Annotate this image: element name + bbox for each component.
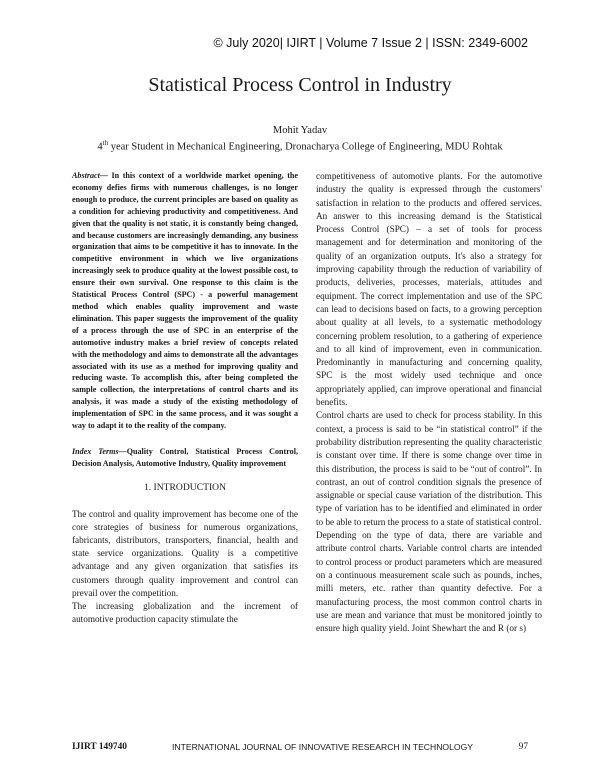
right-paragraph-2: Control charts are used to check for process stability. In this context, a process is said to be “in statistical control” if the probability distribution representing the quality characteristic is constant over time. If there is some change over time in this distribution, the process is said to be “out of control”. In contrast, an out of control condition signals the presence of assignable or special cause variation of the distribution. This type of variation has to be identified and eliminated in order to be able to return the process to a state of statistical control. bbox=[316, 410, 542, 527]
left-column bbox=[72, 170, 298, 626]
right-paragraph-3: Depending on the type of data, there are variable and attribute control charts. Variable control charts are intended to control process or product parameters which are measured on a continuous measurement scale such as pounds, inches, milli meters, etc. rather than quantity defective. For a manufacturing process, the most common control charts in use are mean and variance that must be monitored jointly to ensure high quality yield. Joint Shewhart the and R (or s) bbox=[316, 530, 542, 634]
paper-title: Statistical Process Control in Industry bbox=[148, 74, 452, 96]
footer-paper-id: IJIRT 149740 bbox=[72, 742, 127, 752]
issue-header: © July 2020| IJIRT | Volume 7 Issue 2 | ISSN: 2349-6002 bbox=[213, 36, 528, 50]
abstract-text: In this context of a worldwide market opening, the economy defies firms with numerous challenges, is no longer enough to produce, the current principles are based on quality as a condition for achieving productivity and competitiveness. And given that the quality is not static, it is constantly being changed, and because customers are increasingly demanding, any business organization that aims to be competitive it has to innovate. In the competitive environment in which we live organizations increasingly seek to produce quality at the lowest possible cost, to ensure their own survival. One response to this claim is the Statistical Process Control (SPC) - a powerful management method which enables quality improvement and waste elimination. This paper suggests the improvement of the quality of a process through the use of SPC in an enterprise of the automotive industry makes a brief review of concepts related with the methodology and aims to demonstrate all the advantages associated with its use as a method for improving quality and reducing waste. To accomplish this, after being completed the sample collection, the interpretations of control charts and its analysis, it was made a study of the existing methodology of implementation of SPC in the same process, and it was sought a way to adapt it to the reality of the company. bbox=[72, 171, 298, 431]
intro-paragraph-1: The control and quality improvement has become one of the core strategies of business for numerous organizations, fabricants, distributors, transporters, financial, health and state service organizations. Quality is a competitive advantage and any given organization that satisfies its customers through quality improvement and control can prevail over the competition. bbox=[72, 509, 298, 598]
affiliation-text: year Student in Mechanical Engineering, Dronacharya College of Engineering, MDU Rohtak bbox=[108, 141, 503, 153]
index-terms-lead: Index Terms— bbox=[72, 446, 127, 456]
affiliation-sup: th bbox=[102, 139, 109, 147]
section-heading-introduction: 1. INTRODUCTION bbox=[143, 481, 227, 493]
abstract-lead: Abstract— bbox=[72, 171, 108, 180]
right-column bbox=[316, 170, 542, 635]
footer-page-number: 97 bbox=[518, 742, 528, 752]
intro-paragraph-2: The increasing globalization and the increment of automotive production capacity stimulate the bbox=[72, 600, 298, 624]
affiliation-year: 4 bbox=[97, 141, 103, 153]
right-paragraph-1: competitiveness of automotive plants. For the automotive industry the quality is expressed through the customers' satisfaction in relation to the products and offered services. An answer to this increasing demand is the Statistical Process Control (SPC) – a set of tools for process management and for determination and monitoring of the quality of an organization outputs. It's also a strategy for improving capability through the reduction of variability of products, deliveries, processes, materials, attitudes and equipment. The correct implementation and use of the SPC can lead to decisions based on facts, to a growing perception about quality at all levels, to a systematic methodology concerning problem resolution, to a gathering of experience and to all kind of improvement, even in communication. Predominantly in manufacturing and concerning quality, SPC is the most widely used technique and once appropriately applied, can improve operational and financial benefits. bbox=[316, 171, 542, 408]
author-name: Mohit Yadav bbox=[272, 125, 328, 136]
introduction bbox=[72, 508, 298, 626]
index-terms bbox=[72, 446, 298, 470]
index-terms-text: Quality Control, Statistical Process Control, Decision Analysis, Automotive Industry, Quality improvement bbox=[72, 446, 298, 468]
abstract bbox=[72, 170, 298, 432]
footer-journal-name: INTERNATIONAL JOURNAL OF INNOVATIVE RESEARCH IN TECHNOLOGY bbox=[172, 742, 473, 752]
author-affiliation bbox=[0, 139, 600, 153]
